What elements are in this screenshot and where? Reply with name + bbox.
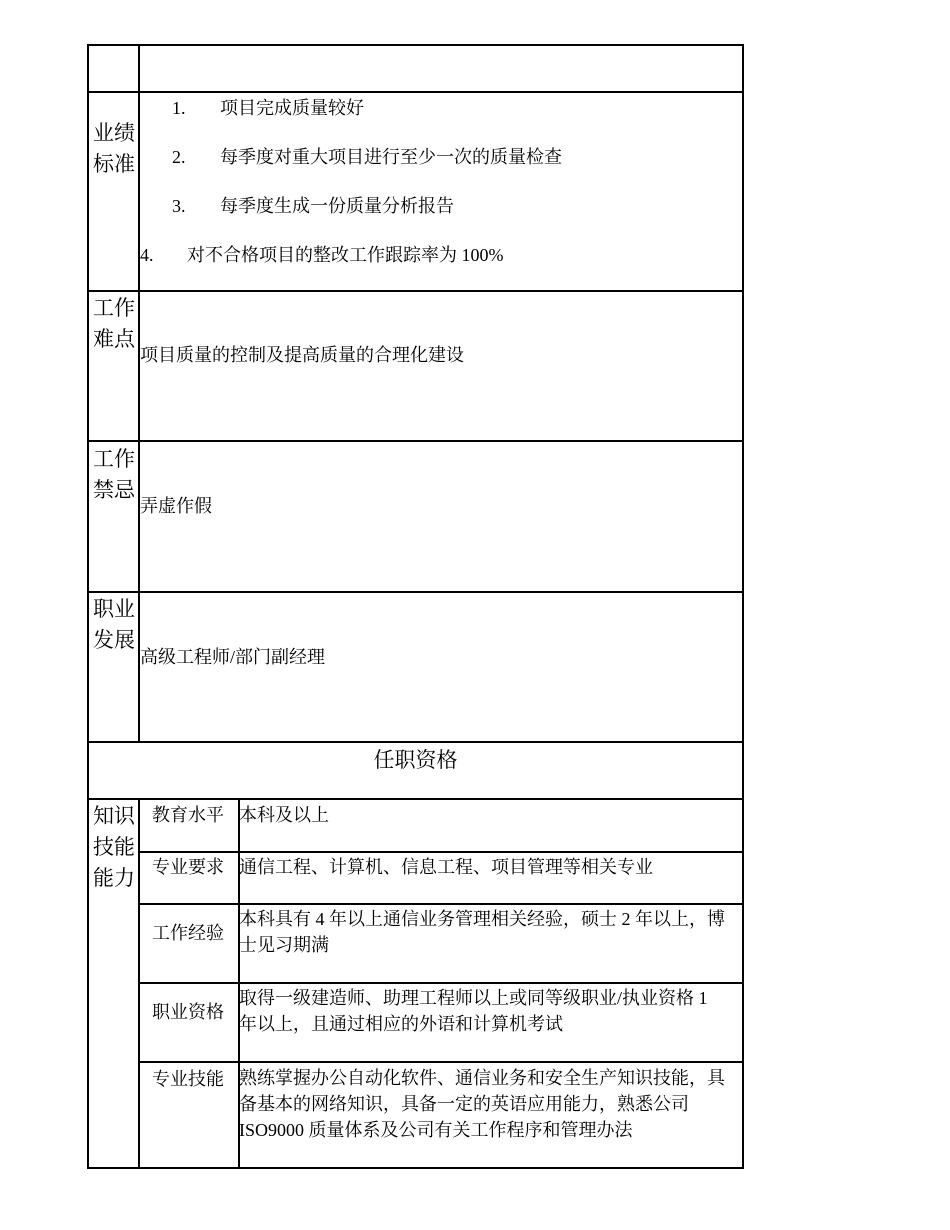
row-divider — [87, 741, 744, 743]
performance-item-number: 4. — [140, 245, 154, 265]
qual-row-divider — [139, 851, 744, 853]
performance-item-number: 1. — [172, 98, 186, 118]
difficulty-text: 项目质量的控制及提高质量的合理化建设 — [140, 345, 464, 365]
qual-row-divider — [139, 1061, 744, 1063]
performance-label: 业绩标准 — [93, 121, 135, 176]
performance-item-text: 每季度生成一份质量分析报告 — [220, 196, 454, 216]
row-divider — [87, 591, 744, 593]
performance-item-number: 3. — [172, 196, 186, 216]
qual-label-major: 专业要求 — [152, 857, 224, 877]
performance-item-text: 对不合格项目的整改工作跟踪率为 100% — [187, 245, 504, 265]
qual-value-certification: 取得一级建造师、助理工程师以上或同等级职业/执业资格 1 年以上，且通过相应的外语和计算机考试 — [239, 988, 708, 1034]
row-divider — [87, 290, 744, 292]
qual-label-experience: 工作经验 — [152, 923, 224, 943]
qual-label-skills: 专业技能 — [152, 1069, 224, 1089]
career-text: 高级工程师/部门副经理 — [140, 647, 325, 667]
table-border-right — [742, 44, 744, 1169]
qual-row-divider — [139, 903, 744, 905]
table-border-bottom — [87, 1167, 744, 1169]
knowledge-skill-label: 知识技能能力 — [93, 804, 135, 890]
row-divider — [87, 91, 744, 93]
difficulty-label: 工作难点 — [93, 296, 135, 351]
performance-item-text: 每季度对重大项目进行至少一次的质量检查 — [220, 147, 562, 167]
row-divider — [87, 798, 744, 800]
qual-value-experience: 本科具有 4 年以上通信业务管理相关经验，硕士 2 年以上，博士见习期满 — [239, 909, 725, 955]
table-border-top — [87, 44, 744, 46]
performance-item-number: 2. — [172, 147, 186, 167]
qual-value-skills: 熟练掌握办公自动化软件、通信业务和安全生产知识技能，具备基本的网络知识，具备一定的英语应用能力，熟悉公司 ISO9000 质量体系及公司有关工作程序和管理办法 — [239, 1068, 725, 1140]
row-divider — [87, 440, 744, 442]
taboo-label: 工作禁忌 — [93, 447, 135, 502]
qual-label-certification: 职业资格 — [152, 1002, 224, 1022]
qual-value-major: 通信工程、计算机、信息工程、项目管理等相关专业 — [239, 857, 653, 877]
qual-label-education: 教育水平 — [152, 805, 224, 825]
career-label: 职业发展 — [93, 597, 135, 652]
taboo-text: 弄虚作假 — [140, 496, 212, 516]
qual-row-divider — [139, 982, 744, 984]
qualifications-title: 任职资格 — [373, 748, 458, 772]
qual-value-education: 本科及以上 — [239, 805, 329, 825]
performance-item-text: 项目完成质量较好 — [220, 98, 364, 118]
